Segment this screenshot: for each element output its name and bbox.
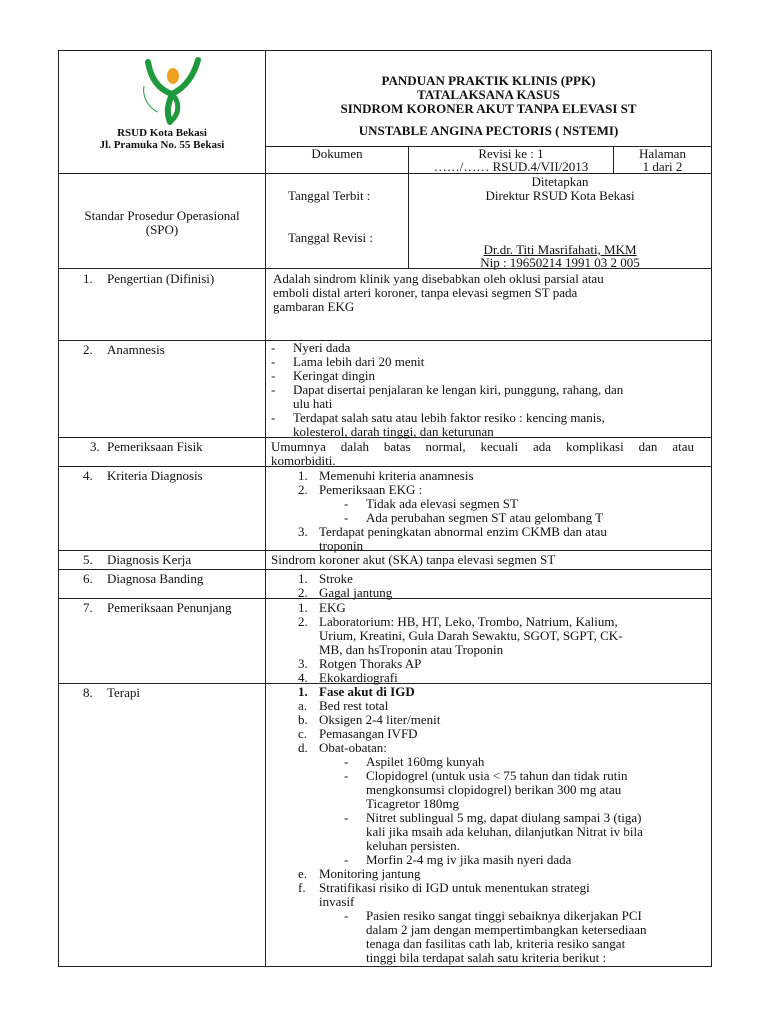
list-item-text: Clopidogrel (untuk usia < 75 tahun dan tidak rutin xyxy=(366,768,628,783)
section-label xyxy=(90,440,203,454)
table-border-bottom xyxy=(58,966,712,967)
letter-marker: a. xyxy=(298,698,308,713)
list-item-text: Pemeriksaan EKG : xyxy=(319,482,423,497)
section-content xyxy=(273,272,698,314)
list-item-text: Rotgen Thoraks AP xyxy=(319,656,422,671)
text-line: komorbiditi. xyxy=(271,453,336,468)
list-item xyxy=(298,525,698,539)
section-label xyxy=(83,553,191,567)
section-number: 1. xyxy=(83,271,93,286)
terapi-list xyxy=(298,685,708,965)
list-item-text: Keringat dingin xyxy=(293,368,375,383)
list-item xyxy=(298,469,698,483)
list-item xyxy=(298,727,708,741)
section-label xyxy=(83,343,165,357)
spo-label-line2: (SPO) xyxy=(145,222,179,237)
list-item xyxy=(298,755,708,769)
table-border-top xyxy=(58,50,712,51)
list-item xyxy=(271,341,701,355)
section-title: Diagnosa Banding xyxy=(107,571,204,586)
list-item-text: Stroke xyxy=(319,571,353,586)
dash-marker: - xyxy=(344,768,349,783)
list-item xyxy=(298,615,698,629)
list-item-text: Terdapat peningkatan abnormal enzim CKMB dan atau xyxy=(319,524,607,539)
number-marker: 2. xyxy=(298,482,308,497)
list-item-text: tinggi bila terdapat salah satu kriteria berikut : xyxy=(366,950,607,965)
section-number: 4. xyxy=(83,468,93,483)
section-label xyxy=(83,469,203,483)
text-line: Umumnya dalah batas normal, kecuali ada komplikasi dan atau xyxy=(271,439,694,454)
list-item xyxy=(271,411,701,425)
section-title: Terapi xyxy=(107,685,141,700)
subsection-heading xyxy=(298,685,708,699)
signatory-nip: Nip : 19650214 1991 03 2 005 xyxy=(480,255,640,270)
section-label xyxy=(83,272,214,286)
document-title-line4: UNSTABLE ANGINA PECTORIS ( NSTEMI) xyxy=(358,123,619,138)
dash-marker: - xyxy=(271,410,276,425)
list-item xyxy=(298,657,698,671)
list-item-text: Pemasangan IVFD xyxy=(319,726,418,741)
tanggal-revisi-label: Tanggal Revisi : xyxy=(288,230,374,245)
section-title: Anamnesis xyxy=(107,342,165,357)
section-title: Pemeriksaan Penunjang xyxy=(107,600,232,615)
table-border-right xyxy=(711,50,712,967)
list-item-text: tenaga dan fasilitas cath lab, kriteria resiko sangat xyxy=(366,936,626,951)
hospital-address: Jl. Pramuka No. 55 Bekasi xyxy=(99,139,225,151)
list-item-text: Ticagretor 180mg xyxy=(366,796,460,811)
list-item-text: Fase akut di IGD xyxy=(319,684,415,699)
section-title: Diagnosis Kerja xyxy=(107,552,192,567)
hospital-logo-icon xyxy=(140,56,204,126)
dash-marker: - xyxy=(271,354,276,369)
section-label xyxy=(83,572,203,586)
list-item-continuation xyxy=(298,643,698,657)
diagnosa-banding-list xyxy=(298,572,698,600)
direktur-label: Direktur RSUD Kota Bekasi xyxy=(485,188,635,203)
dash-marker: - xyxy=(271,368,276,383)
dash-marker: - xyxy=(271,340,276,355)
list-item xyxy=(298,811,708,825)
list-item-text: mengkonsumsi clopidogrel) berikan 300 mg atau xyxy=(366,782,622,797)
list-item-text: Nitret sublingual 5 mg, dapat diulang sampai 3 (tiga) xyxy=(366,810,642,825)
section-label xyxy=(83,601,232,615)
section-title: Pemeriksaan Fisik xyxy=(107,439,203,454)
list-item-text: Nyeri dada xyxy=(293,340,351,355)
number-marker: 3. xyxy=(298,656,308,671)
halaman-label: Halaman xyxy=(639,146,686,161)
anamnesis-list xyxy=(271,341,701,439)
document-title-line1: PANDUAN PRAKTIK KLINIS (PPK) xyxy=(381,73,596,88)
text-line: gambaran EKG xyxy=(273,299,355,314)
list-item-text: Monitoring jantung xyxy=(319,866,421,881)
list-item-text: Laboratorium: HB, HT, Leko, Trombo, Natrium, Kalium, xyxy=(319,614,618,629)
dash-marker: - xyxy=(271,382,276,397)
list-item-text: Gagal jantung xyxy=(319,585,393,600)
number-marker: 4. xyxy=(298,670,308,685)
list-item-continuation xyxy=(298,923,708,937)
dokumen-label: Dokumen xyxy=(311,146,363,161)
dash-marker: - xyxy=(344,510,349,525)
list-item-continuation xyxy=(298,937,708,951)
diagnosis-kerja-text: Sindrom koroner akut (SKA) tanpa elevasi segmen ST xyxy=(271,552,556,567)
dash-marker: - xyxy=(344,908,349,923)
list-item-text: kolesterol, darah tinggi, dan keturunan xyxy=(293,424,494,439)
list-item xyxy=(298,909,708,923)
list-item xyxy=(298,741,708,755)
section-number: 2. xyxy=(83,342,93,357)
list-item xyxy=(298,572,698,586)
list-item xyxy=(271,355,701,369)
list-item-continuation xyxy=(298,839,708,853)
list-item xyxy=(271,369,701,383)
number-marker: 1. xyxy=(298,468,308,483)
number-marker: 2. xyxy=(298,585,308,600)
list-item-text: invasif xyxy=(319,894,355,909)
halaman-value: 1 dari 2 xyxy=(642,159,683,174)
list-item xyxy=(298,881,708,895)
list-item-text: Lama lebih dari 20 menit xyxy=(293,354,425,369)
letter-marker: b. xyxy=(298,712,308,727)
list-item-continuation xyxy=(298,951,708,965)
hospital-logo xyxy=(140,56,204,126)
letter-marker: d. xyxy=(298,740,308,755)
number-marker: 1. xyxy=(298,571,308,586)
list-item xyxy=(298,713,708,727)
list-item-text: troponin xyxy=(319,538,364,553)
letter-marker: e. xyxy=(298,866,308,881)
section-number: 8. xyxy=(83,685,93,700)
hospital-name: RSUD Kota Bekasi xyxy=(117,127,207,139)
spo-label-line1: Standar Prosedur Operasional xyxy=(84,208,240,223)
list-item-text: Stratifikasi risiko di IGD untuk menentukan strategi xyxy=(319,880,590,895)
section-label xyxy=(83,686,140,700)
letter-marker: f. xyxy=(298,880,306,895)
dash-marker: - xyxy=(344,852,349,867)
list-item-text: Morfin 2-4 mg iv jika masih nyeri dada xyxy=(366,852,572,867)
list-item-text: Ada perubahan segmen ST atau gelombang T xyxy=(366,510,604,525)
dash-marker: - xyxy=(344,754,349,769)
list-item-continuation xyxy=(298,895,708,909)
text-line: emboli distal arteri koroner, tanpa elevasi segmen ST pada xyxy=(273,285,578,300)
list-item-text: keluhan persisten. xyxy=(366,838,460,853)
number-marker: 1. xyxy=(298,684,308,699)
list-item xyxy=(298,601,698,615)
list-item-text: Dapat disertai penjalaran ke lengan kiri, punggung, rahang, dan xyxy=(293,382,624,397)
revisi-code: ……/…… RSUD.4/VII/2013 xyxy=(433,159,589,174)
list-item-text: Ekokardiografi xyxy=(319,670,398,685)
list-item xyxy=(298,853,708,867)
section-content xyxy=(271,440,694,468)
list-item-text: dalam 2 jam dengan mempertimbangkan ketersediaan xyxy=(366,922,647,937)
revisi-label: Revisi ke : 1 xyxy=(478,146,544,161)
section-number: 3. xyxy=(90,439,100,454)
dash-marker: - xyxy=(344,496,349,511)
list-item-continuation xyxy=(298,797,708,811)
list-item-text: EKG xyxy=(319,600,346,615)
list-item-text: Aspilet 160mg kunyah xyxy=(366,754,485,769)
list-item xyxy=(298,511,698,525)
table-border-left xyxy=(58,50,59,967)
list-item-text: Tidak ada elevasi segmen ST xyxy=(366,496,518,511)
dash-marker: - xyxy=(344,810,349,825)
list-item-text: kali jika msaih ada keluhan, dilanjutkan Nitrat iv bila xyxy=(366,824,643,839)
list-item-text: Bed rest total xyxy=(319,698,389,713)
section-number: 5. xyxy=(83,552,93,567)
list-item-continuation xyxy=(271,425,701,439)
list-item-continuation xyxy=(298,783,708,797)
section-number: 6. xyxy=(83,571,93,586)
kriteria-list xyxy=(298,469,698,553)
list-item-continuation xyxy=(298,629,698,643)
column-divider xyxy=(265,50,266,967)
list-item-text: Memenuhi kriteria anamnesis xyxy=(319,468,474,483)
section-title: Kriteria Diagnosis xyxy=(107,468,203,483)
document-title-line2: TATALAKSANA KASUS xyxy=(417,87,560,102)
list-item xyxy=(298,699,708,713)
list-item-text: Pasien resiko sangat tinggi sebaiknya dikerjakan PCI xyxy=(366,908,642,923)
list-item xyxy=(298,586,698,600)
document-title-line3: SINDROM KORONER AKUT TANPA ELEVASI ST xyxy=(340,101,637,116)
letter-marker: c. xyxy=(298,726,308,741)
tanggal-terbit-label: Tanggal Terbit : xyxy=(288,188,371,203)
list-item-text: Obat-obatan: xyxy=(319,740,387,755)
list-item xyxy=(298,769,708,783)
section-title: Pengertian (Difinisi) xyxy=(107,271,215,286)
list-item-text: MB, dan hsTroponin atau Troponin xyxy=(319,642,504,657)
row-divider xyxy=(58,569,712,570)
list-item-text: Urium, Kreatini, Gula Darah Sewaktu, SGOT, SGPT, CK- xyxy=(319,628,623,643)
number-marker: 1. xyxy=(298,600,308,615)
penunjang-list xyxy=(298,601,698,685)
text-line: Adalah sindrom klinik yang disebabkan oleh oklusi parsial atau xyxy=(273,271,604,286)
list-item xyxy=(298,867,708,881)
list-item-text: ulu hati xyxy=(293,396,333,411)
list-item xyxy=(298,497,698,511)
ditetapkan-label: Ditetapkan xyxy=(531,174,589,189)
list-item-text: Oksigen 2-4 liter/menit xyxy=(319,712,441,727)
section-number: 7. xyxy=(83,600,93,615)
list-item xyxy=(271,383,701,397)
number-marker: 2. xyxy=(298,614,308,629)
number-marker: 3. xyxy=(298,524,308,539)
list-item-continuation xyxy=(298,539,698,553)
signatory-name: Dr.dr. Titi Masrifahati, MKM xyxy=(483,242,637,257)
list-item-continuation xyxy=(271,397,701,411)
list-item xyxy=(298,671,698,685)
list-item xyxy=(298,483,698,497)
list-item-text: Terdapat salah satu atau lebih faktor resiko : kencing manis, xyxy=(293,410,605,425)
list-item-continuation xyxy=(298,825,708,839)
